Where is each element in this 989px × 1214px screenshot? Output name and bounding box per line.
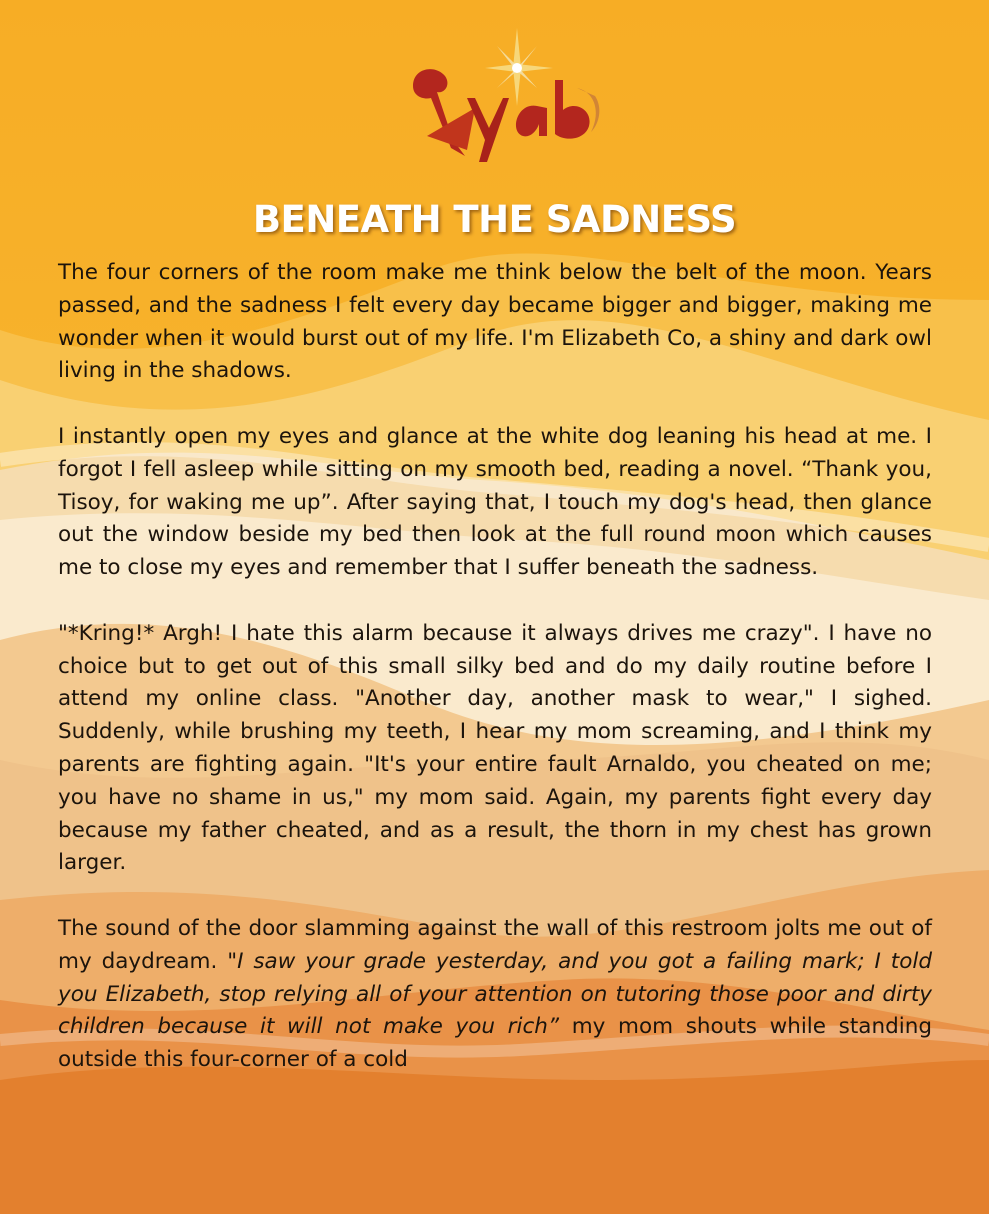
page-title: BENEATH THE SADNESS <box>252 198 737 241</box>
paragraph-3: "*Kring!* Argh! I hate this alarm because it always drives me crazy". I have no choice but to get out of this small silky bed and do my daily routine before I attend my online class. "Another day, another mask to wear," I sighed. Suddenly, while brushing my teeth, I hear my mom screaming, and I think my parents are fighting again. "It's your entire fault Arnaldo, you cheated on me; you have no shame in us," my mom said. Again, my parents fight every day because my father cheated, and as a result, the thorn in my chest has grown larger. <box>58 620 932 876</box>
paragraph-4-quote: "I saw your grade yesterday, and you got a failing mark; I told you Elizabeth, stop relying all of your attention on tutoring those poor and dirty children because it will not make you rich” <box>58 948 932 1040</box>
lyab-logo <box>405 28 605 168</box>
sparkle-icon <box>485 28 553 106</box>
wave-9 <box>0 1060 989 1214</box>
story-body <box>58 257 932 1077</box>
paragraph-1: The four corners of the room make me think below the belt of the moon. Years passed, and the sadness I felt every day became bigger and bigger, making me wonder when it would burst out of my life. I'm Elizabeth Co, a shiny and dark owl living in the shadows. <box>58 260 932 384</box>
paragraph-4-lead: The sound of the door slamming against the wall of this restroom jolts me out of my daydream. <box>58 915 932 974</box>
logo-letters <box>413 69 599 162</box>
paragraph-4 <box>58 913 932 1077</box>
paragraph-4-tail: my mom shouts while standing outside this four-corner of a cold <box>58 1014 932 1073</box>
paragraph-2: I instantly open my eyes and glance at the white dog leaning his head at me. I forgot I fell asleep while sitting on my smooth bed, reading a novel. “Thank you, Tisoy, for waking me up”. After saying that, I touch my dog's head, then glance out the window beside my bed then look at the full round moon which causes me to close my eyes and remember that I suffer beneath the sadness. <box>58 423 932 581</box>
